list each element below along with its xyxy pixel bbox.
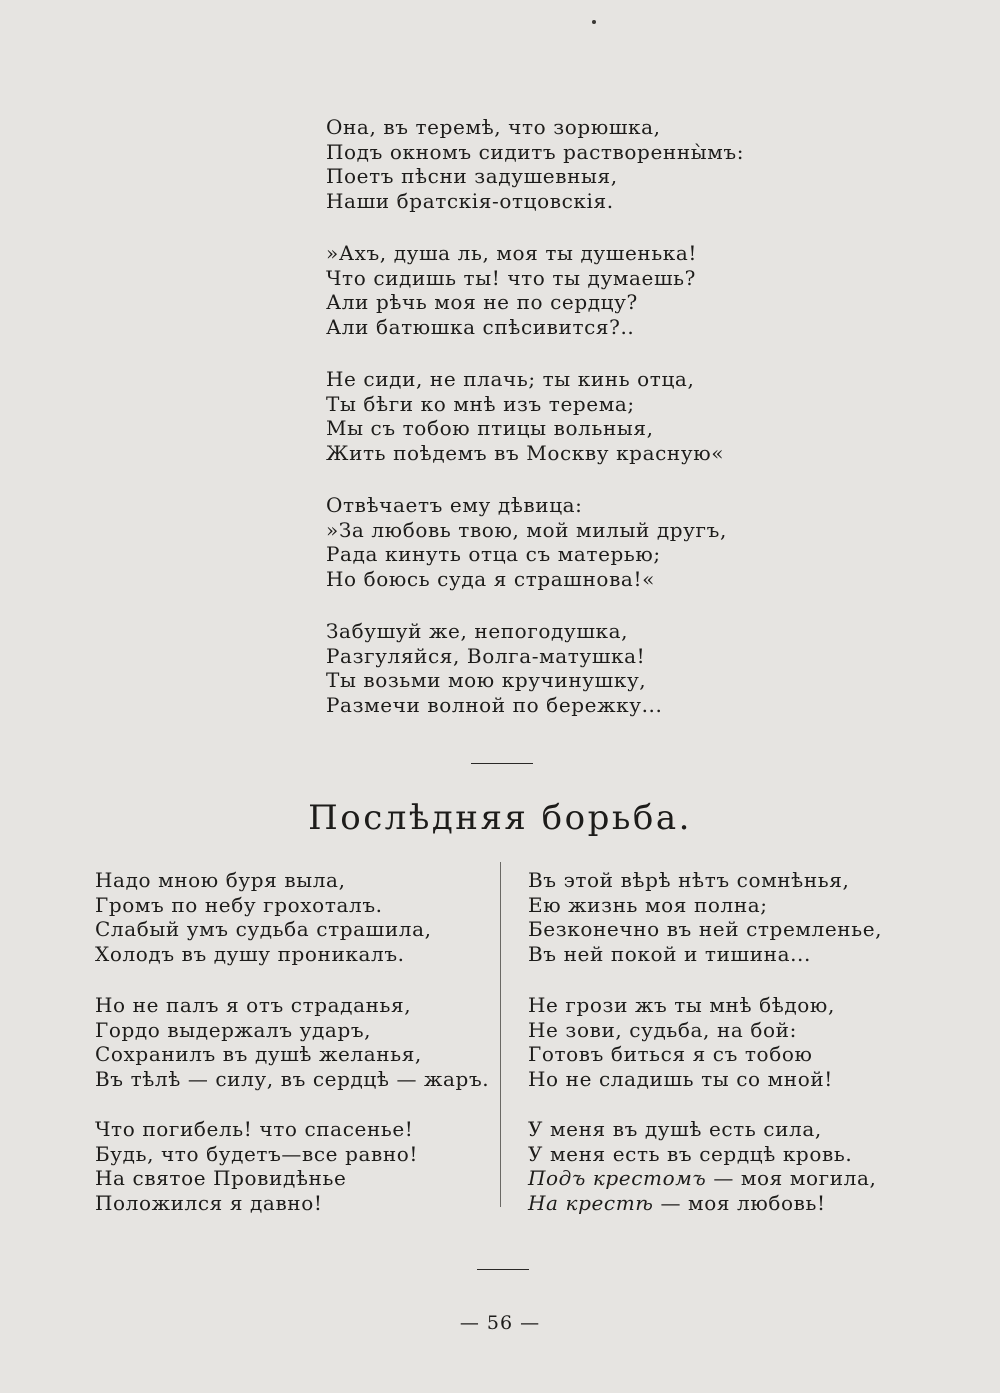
verse-line: Ты возьми мою кручинушку,	[326, 668, 647, 692]
italic-phrase: Подъ крестомъ	[528, 1166, 707, 1190]
verse-line: У меня есть въ сердцѣ кровь.	[528, 1141, 853, 1166]
poem-title	[0, 798, 1000, 838]
verse-line: »За любовь твою, мой милый другъ,	[326, 517, 727, 542]
stanza	[326, 367, 724, 465]
verse-line: Но боюсь суда я страшнова!«	[326, 566, 655, 591]
verse-line: Она, въ теремѣ, что зорюшка,	[326, 115, 661, 139]
verse-line: Сохранилъ въ душѣ желанья,	[95, 1042, 422, 1066]
verse-line: Надо мною буря выла,	[95, 868, 346, 892]
verse-line: Наши братскія-отцовскія.	[326, 188, 614, 213]
verse-line-rest: — моя могила,	[706, 1166, 877, 1190]
stanza	[528, 993, 835, 1091]
stanza	[326, 115, 744, 213]
verse-line: Отвѣчаетъ ему дѣвица:	[326, 493, 583, 517]
column-rule	[500, 862, 501, 1207]
italic-phrase: На крестѣ	[528, 1190, 654, 1215]
verse-line: Что погибель! что спасенье!	[95, 1117, 414, 1141]
verse-line: Ты бѣги ко мнѣ изъ терема;	[326, 391, 635, 416]
stanza	[95, 993, 489, 1091]
verse-line	[528, 1191, 876, 1216]
stanza	[326, 241, 697, 339]
ink-dot	[592, 20, 596, 24]
verse-line: Али батюшка спѣсивится?..	[326, 314, 635, 339]
verse-line: Слабый умъ судьба страшила,	[95, 917, 432, 941]
verse-line: Громъ по небу грохоталъ.	[95, 892, 383, 917]
section-divider	[471, 763, 533, 764]
stanza	[528, 1117, 876, 1215]
stanza	[95, 1117, 418, 1215]
verse-line	[528, 1166, 876, 1191]
verse-line: Жить поѣдемъ въ Москву красную«	[326, 440, 725, 465]
verse-line: Рада кинуть отца съ матерью;	[326, 542, 661, 566]
stanza	[95, 868, 432, 966]
verse-line: Поетъ пѣсни задушевныя,	[326, 164, 618, 188]
verse-line: Въ тѣлѣ — силу, въ сердцѣ — жаръ.	[95, 1066, 490, 1091]
verse-line: Но не палъ я отъ страданья,	[95, 993, 412, 1017]
verse-line: Не зови, судьба, на бой:	[528, 1017, 797, 1042]
verse-line: Но не сладишь ты со мной!	[528, 1066, 833, 1091]
verse-line: Не сиди, не плачь; ты кинь отца,	[326, 367, 695, 391]
verse-line: Ею жизнь моя полна;	[528, 892, 768, 917]
verse-line: Въ ней покой и тишина...	[528, 941, 811, 966]
verse-line-rest: — моя любовь!	[653, 1190, 826, 1215]
verse-line: Мы съ тобою птицы вольныя,	[326, 416, 654, 440]
verse-line: Что сидишь ты! что ты думаешь?	[326, 265, 696, 290]
verse-line: Али рѣчь моя не по сердцу?	[326, 290, 638, 314]
verse-line: На святое Провидѣнье	[95, 1166, 347, 1190]
verse-line: Гордо выдержалъ ударъ,	[95, 1017, 372, 1042]
poem-title-text: Послѣдняя борьба.	[308, 798, 692, 838]
verse-line: Подъ окномъ сидитъ растворенны̀мъ:	[326, 139, 745, 164]
verse-line: У меня въ душѣ есть сила,	[528, 1117, 822, 1141]
verse-line: Въ этой вѣрѣ нѣтъ сомнѣнья,	[528, 868, 850, 892]
verse-line: Разгуляйся, Волга-матушка!	[326, 643, 646, 668]
closing-rule	[477, 1269, 529, 1270]
stanza	[528, 868, 882, 966]
verse-line: Будь, что будетъ—все равно!	[95, 1141, 419, 1166]
verse-line: »Ахъ, душа ль, моя ты душенька!	[326, 241, 698, 265]
page-number: — 56 —	[459, 1312, 541, 1334]
verse-line: Размечи волной по бережку...	[326, 692, 663, 717]
stanza	[326, 493, 727, 591]
verse-line: Безконечно въ ней стремленье,	[528, 917, 883, 941]
verse-line: Положился я давно!	[95, 1190, 323, 1215]
verse-line: Не грози жъ ты мнѣ бѣдою,	[528, 993, 835, 1017]
verse-line: Холодъ въ душу проникалъ.	[95, 941, 405, 966]
stanza	[326, 619, 662, 717]
verse-line: Забушуй же, непогодушка,	[326, 619, 629, 643]
verse-line: Готовъ биться я съ тобою	[528, 1042, 813, 1066]
